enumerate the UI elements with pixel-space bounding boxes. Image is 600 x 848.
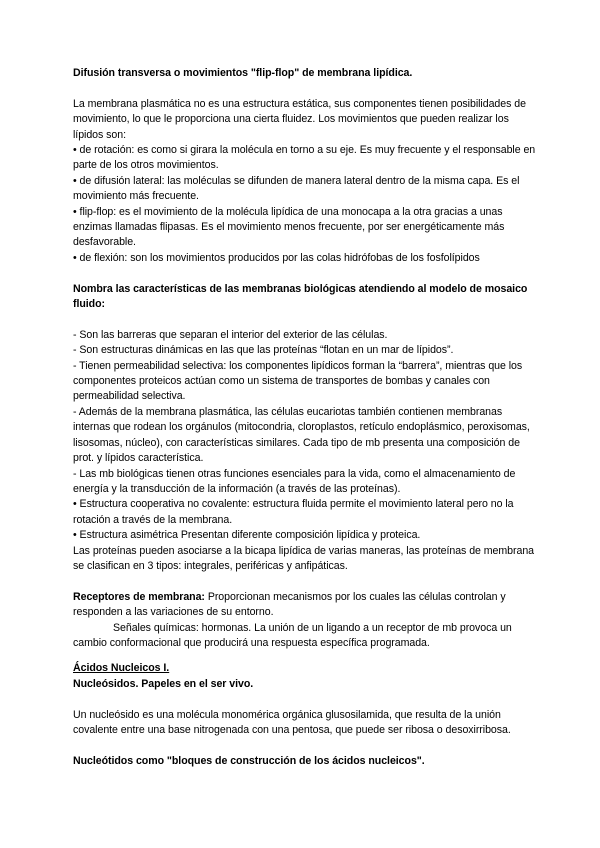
document-content — [73, 66, 541, 769]
list-item-flexion: • de flexión: son los movimientos producidos por las colas hidrófobas de los fosfolípidos — [73, 251, 480, 264]
section-heading-fluid-mosaic: Nombra las características de las membranas biológicas atendiendo al modelo de mosaico fluido: — [73, 282, 528, 311]
paragraph-chemical-signals: Señales químicas: hormonas. La unión de un ligando a un receptor de mb provoca un cambio conformacional que producirá una respuesta específica programada. — [73, 621, 512, 649]
section-heading-nucleotides: Nucleótidos como "bloques de construcción de los ácidos nucleicos". — [73, 754, 425, 767]
list-item-asymmetric: • Estructura asimétrica Presentan diferente composición lipídica y proteica. — [73, 529, 421, 542]
receptors-label: Receptores de membrana: — [73, 590, 205, 603]
paragraph-membrane-intro: La membrana plasmática no es una estructura estática, sus componentes tienen posibilidades de movimiento, lo que le proporciona una cierta fluidez. Los movimientos que pueden realizar los lípidos son: — [73, 97, 526, 141]
list-item-functions: - Las mb biológicas tienen otras funciones esenciales para la vida, como el almacenamiento de energía y la transducción de la información (a través de las proteínas). — [73, 467, 516, 495]
list-item-dynamic: - Son estructuras dinámicas en las que las proteínas “flotan en un mar de lípidos”. — [73, 344, 454, 357]
list-item-internal-membranes: - Además de la membrana plasmática, las células eucariotas también contienen membranas internas que rodean los orgánulos (mitocondria, cloroplastos, retículo endoplásmico, peroxisomas, lisosomas, núcleo), con características similares. Cada tipo de mb presenta una composición de prot. y lípidos característica. — [73, 405, 530, 465]
section-subtitle-nucleosides: Nucleósidos. Papeles en el ser vivo. — [73, 677, 254, 690]
list-item-rotation: • de rotación: es como si girara la molécula en torno a su eje. Es muy frecuente y el responsable en parte de los otros movimientos. — [73, 144, 536, 172]
section-heading-flip-flop: Difusión transversa o movimientos "flip-flop" de membrana lipídica. — [73, 67, 413, 79]
list-item-cooperative: • Estructura cooperativa no covalente: estructura fluida permite el movimiento lateral pero no la rotación a través de la membrana. — [73, 498, 514, 526]
list-item-barriers: - Son las barreras que separan el interior del exterior de las células. — [73, 328, 388, 341]
section-title-nucleic-acids: Ácidos Nucleicos I. — [73, 662, 170, 675]
paragraph-receptors — [73, 590, 541, 621]
list-item-lateral-diffusion: • de difusión lateral: las moléculas se difunden de manera lateral dentro de la misma capa. Es el movimiento más frecuente. — [73, 174, 520, 203]
paragraph-protein-types: Las proteínas pueden asociarse a la bicapa lipídica de varias maneras, las proteínas de membrana se clasifican en 3 tipos: integrales, periféricas y anfipáticas. — [73, 544, 535, 572]
list-item-flip-flop: • flip-flop: es el movimiento de la molécula lipídica de una monocapa a la otra gracias a unas enzimas llamadas flipasas. Es el movimiento menos frecuente, por ser energéticamente más desfavorable. — [73, 205, 505, 249]
receptors-text: Proporcionan mecanismos por los cuales las células controlan y responden a las variaciones de su entorno. — [73, 590, 506, 619]
paragraph-nucleoside-definition: Un nucleósido es una molécula monomérica orgánica glusosilamida, que resulta de la unión covalente entre una base nitrogenada con una pentosa, que puede ser ribosa o desoxirribosa. — [73, 708, 511, 736]
list-item-permeability: - Tienen permeabilidad selectiva: los componentes lipídicos forman la “barrera”, mientras que los componentes proteicos actúan como un sistema de transportes de bombas y canales con permeabilidad selectiva. — [73, 359, 523, 403]
